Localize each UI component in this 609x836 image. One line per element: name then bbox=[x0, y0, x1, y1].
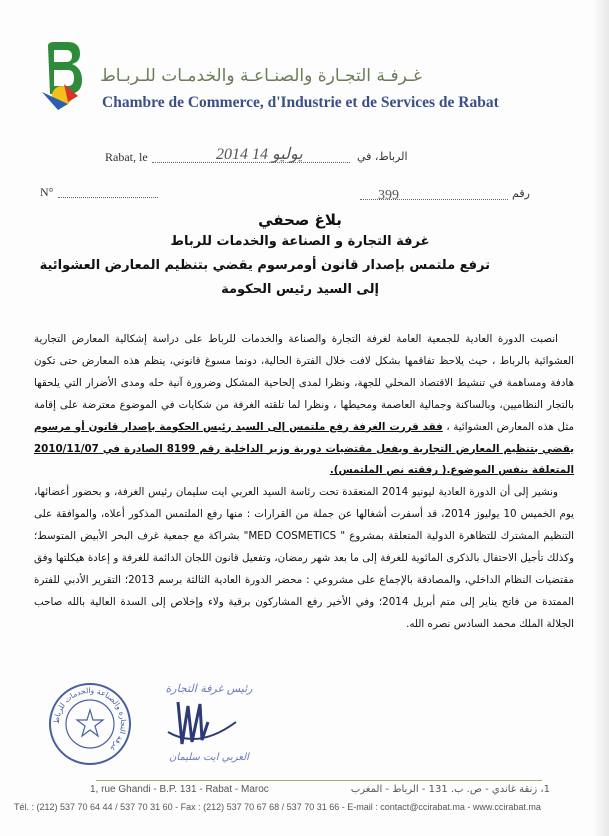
title-petition: ترفع ملتمس بإصدار قانون أومرسوم يقضي بتنظيم المعارض العشوائية bbox=[39, 258, 490, 273]
footer-contact: Tél. : (212) 537 70 64 44 / 537 70 31 60 - Fax : (212) 537 70 67 68 / 537 70 31 66 - E-mail : contact@ccirabat.ma - www.ccirabat.ma bbox=[14, 802, 541, 812]
header-french-name: Chambre de Commerce, d'Industrie et de Services de Rabat bbox=[102, 94, 499, 111]
date-label-fr: Rabat, le bbox=[105, 150, 148, 164]
signer-name: العربي ايت سليمان bbox=[169, 752, 249, 763]
footer-address-fr: 1, rue Ghandi - B.P. 131 - Rabat - Maroc bbox=[90, 784, 269, 795]
signature-block bbox=[136, 676, 276, 766]
number-label-fr: N° bbox=[40, 185, 54, 199]
paragraph-2: ونشير إلى أن الدورة العادية ليونيو 2014 المنعقدة تحت رئاسة السيد العربي ايت سليمان رئيس الغرفة، و بحضور أعضائها، يوم الخميس 10 يوليوز 2014، قد أسفرت أشغالها عن جملة من القرارات : منها رفع الملتمس المذكور أعلاه، والموافقة على التنظيم المشترك للتظاهرة الدولية المتعلقة بمشروع " MED COSMETICS" بشراكة مع جمعية غرف البحر الأبيض المتوسط؛ وكذلك تأجيل الاحتفال بالذكرى المائوية للغرفة إلى ما بعد شهر رمضان، وتفعيل قانون اللجان الدائمة للغرفة و إعادة هيكلتها وفق مقتضيات النظام الداخلي، والمصادقة بالإجماع على مشروعي : محضر الدورة العادية الثالثة برسم 2013؛ التقرير الأدبي للفترة الممتدة من فاتح يناير إلى متم أبريل 2014؛ وفي الأخير رفع المشاركون برقية ولاء وإخلاص إلى السدة العالية بالله صاحب الجلالة الملك محمد السادس نصره الله. bbox=[34, 486, 575, 630]
signer-title: رئيس غرفة التجارة bbox=[165, 682, 253, 695]
number-dotted-line-left bbox=[58, 197, 158, 198]
date-label-ar: الرباط، في bbox=[357, 150, 408, 163]
paragraph-1-intro: انصبت الدورة العادية للجمعية العامة لغرفة التجارة والصناعة والخدمات للرباط على دراسة إشكالية المعارض التجارية العشوائية بالرباط ، حيث يلاحظ تفاقمها بشكل لافت خلال الفترة الحالية، دونما مسوغ قانوني، ينظم هذه المعارض حتى تكون هادفة ومساهمة في تنشيط الاقتصاد المحلي للجهة، ونظرا لمدى إلحاحية المشكل وضرورة آنية حله ومدى الأضرار التي يلحقها بالتجار النظاميين، وبالساكنة وجمالية العاصمة ومحيطها ، ونظرا لما تلقته الغرفة من شكايات في الموضوع معترضة على إقامة مثل هذه المعارض العشوائية ، bbox=[34, 333, 574, 433]
paragraph-1 bbox=[34, 329, 574, 482]
body-text bbox=[34, 329, 574, 636]
scan-edge bbox=[592, 0, 609, 836]
date-handwritten: 2014 يوليو 14 bbox=[216, 146, 303, 163]
title-press-release: بلاغ صحفي bbox=[258, 211, 342, 229]
signature-scribble-icon bbox=[158, 692, 248, 752]
number-handwritten: 399 bbox=[378, 188, 399, 203]
paragraph-1-decision: فقد قررت الغرفة رفع ملتمس إلى السيد رئيس الحكومة بإصدار قانون أو مرسوم يقضي بتنظيم المعارض التجارية ويفعل مقتضيات دورية وزير الداخلية رقم 8199 الصادرة في 2010/11/07 المتعلقة بنفس الموضوع.( رفقته نص الملتمس). bbox=[34, 420, 574, 477]
title-recipient: إلى السيد رئيس الحكومة bbox=[221, 282, 379, 297]
official-stamp-icon bbox=[48, 682, 132, 766]
number-label-ar: رقم bbox=[512, 187, 530, 200]
footer-divider bbox=[96, 780, 542, 781]
svg-text:غرفة التجارة والصناعة والخدمات bbox=[52, 686, 128, 753]
footer-address-ar: 1، زنقة غاندي - ص. ب. 131 - الرباط - المغرب bbox=[350, 784, 550, 795]
stamp-text: غرفة التجارة والصناعة والخدمات للرباط bbox=[51, 685, 129, 754]
header-arabic-name: غـرفـة التجـارة والصنـاعـة والخدمـات للـربـاط bbox=[100, 66, 422, 86]
chamber-logo-icon bbox=[38, 40, 86, 112]
title-chamber: غرفة التجارة و الصناعة والخدمات للرباط bbox=[170, 234, 430, 249]
